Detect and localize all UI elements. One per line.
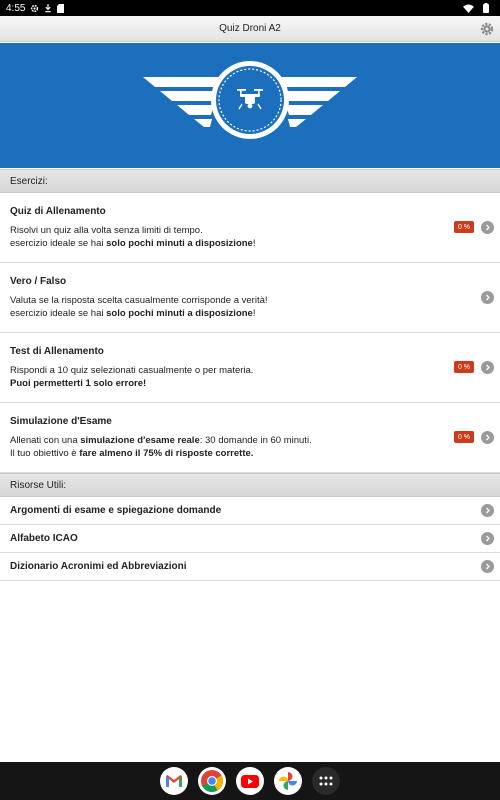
youtube-icon[interactable] bbox=[236, 767, 264, 795]
exercises-section-header bbox=[0, 169, 500, 193]
navigation-dock bbox=[0, 762, 500, 800]
chevron-right-icon[interactable] bbox=[481, 504, 494, 517]
chevron-right-icon[interactable] bbox=[481, 431, 494, 444]
exercise-description bbox=[10, 364, 430, 390]
status-time: 4:55 bbox=[6, 2, 26, 14]
resource-dizionario-acronimi[interactable] bbox=[0, 553, 500, 581]
chevron-right-icon[interactable] bbox=[481, 532, 494, 545]
drone-wings-icon bbox=[0, 43, 500, 168]
exercise-title: Vero / Falso bbox=[10, 276, 67, 287]
desc-emphasis: simulazione d'esame reale bbox=[80, 435, 200, 446]
chevron-right-icon[interactable] bbox=[481, 361, 494, 374]
progress-badge: 0 % bbox=[454, 221, 474, 233]
download-icon bbox=[44, 4, 52, 13]
photos-icon[interactable] bbox=[274, 767, 302, 795]
wifi-icon bbox=[463, 4, 474, 13]
resource-label: Argomenti di esame e spiegazione domande bbox=[10, 505, 222, 516]
sd-card-icon bbox=[57, 4, 64, 13]
desc-text: : 30 domande in 60 minuti. bbox=[199, 435, 312, 446]
desc-text: esercizio ideale se hai bbox=[10, 308, 107, 319]
resource-label: Dizionario Acronimi ed Abbreviazioni bbox=[10, 561, 187, 572]
exercise-test-allenamento[interactable] bbox=[0, 333, 500, 403]
exercise-description bbox=[10, 224, 430, 250]
exercise-simulazione-esame[interactable] bbox=[0, 403, 500, 473]
resource-label: Alfabeto ICAO bbox=[10, 533, 78, 544]
chevron-right-icon[interactable] bbox=[481, 291, 494, 304]
app-title: Quiz Droni A2 bbox=[219, 23, 281, 34]
gmail-icon[interactable] bbox=[160, 767, 188, 795]
desc-text: esercizio ideale se hai bbox=[10, 238, 107, 249]
exercise-quiz-allenamento[interactable] bbox=[0, 193, 500, 263]
status-bar bbox=[0, 0, 500, 16]
exercise-title: Quiz di Allenamento bbox=[10, 206, 106, 217]
exercise-vero-falso[interactable] bbox=[0, 263, 500, 333]
gear-icon bbox=[30, 4, 39, 13]
desc-emphasis: fare almeno il 75% di risposte corrette. bbox=[79, 448, 254, 459]
desc-text: Il tuo obiettivo è bbox=[10, 448, 80, 459]
resource-argomenti-esame[interactable] bbox=[0, 497, 500, 525]
app-bar bbox=[0, 16, 500, 42]
chevron-right-icon[interactable] bbox=[481, 560, 494, 573]
desc-text: ! bbox=[252, 238, 256, 249]
resource-alfabeto-icao[interactable] bbox=[0, 525, 500, 553]
exercise-title: Test di Allenamento bbox=[10, 346, 104, 357]
exercise-description bbox=[10, 434, 430, 460]
desc-text: ! bbox=[252, 308, 256, 319]
hero-banner bbox=[0, 43, 500, 168]
desc-emphasis: solo pochi minuti a disposizione bbox=[106, 238, 253, 249]
desc-text: Rispondi a 10 quiz selezionati casualmente o per materia. bbox=[10, 365, 254, 376]
exercise-title: Simulazione d'Esame bbox=[10, 416, 112, 427]
exercises-header-label: Esercizi: bbox=[10, 175, 48, 187]
progress-badge: 0 % bbox=[454, 431, 474, 443]
settings-gear-icon[interactable] bbox=[479, 21, 495, 37]
chevron-right-icon[interactable] bbox=[481, 221, 494, 234]
chrome-icon[interactable] bbox=[198, 767, 226, 795]
desc-text: Risolvi un quiz alla volta senza limiti di tempo. bbox=[10, 225, 203, 236]
battery-icon bbox=[483, 3, 489, 13]
desc-emphasis: Puoi permetterti 1 solo errore! bbox=[10, 378, 147, 389]
exercise-description bbox=[10, 294, 430, 320]
resources-section-header bbox=[0, 473, 500, 497]
progress-badge: 0 % bbox=[454, 361, 474, 373]
desc-text: Valuta se la risposta scelta casualmente corrisponde a verità! bbox=[10, 295, 268, 306]
resources-header-label: Risorse Utili: bbox=[10, 479, 67, 491]
app-drawer-icon[interactable] bbox=[312, 767, 340, 795]
desc-emphasis: solo pochi minuti a disposizione bbox=[106, 308, 253, 319]
desc-text: Allenati con una bbox=[10, 435, 81, 446]
